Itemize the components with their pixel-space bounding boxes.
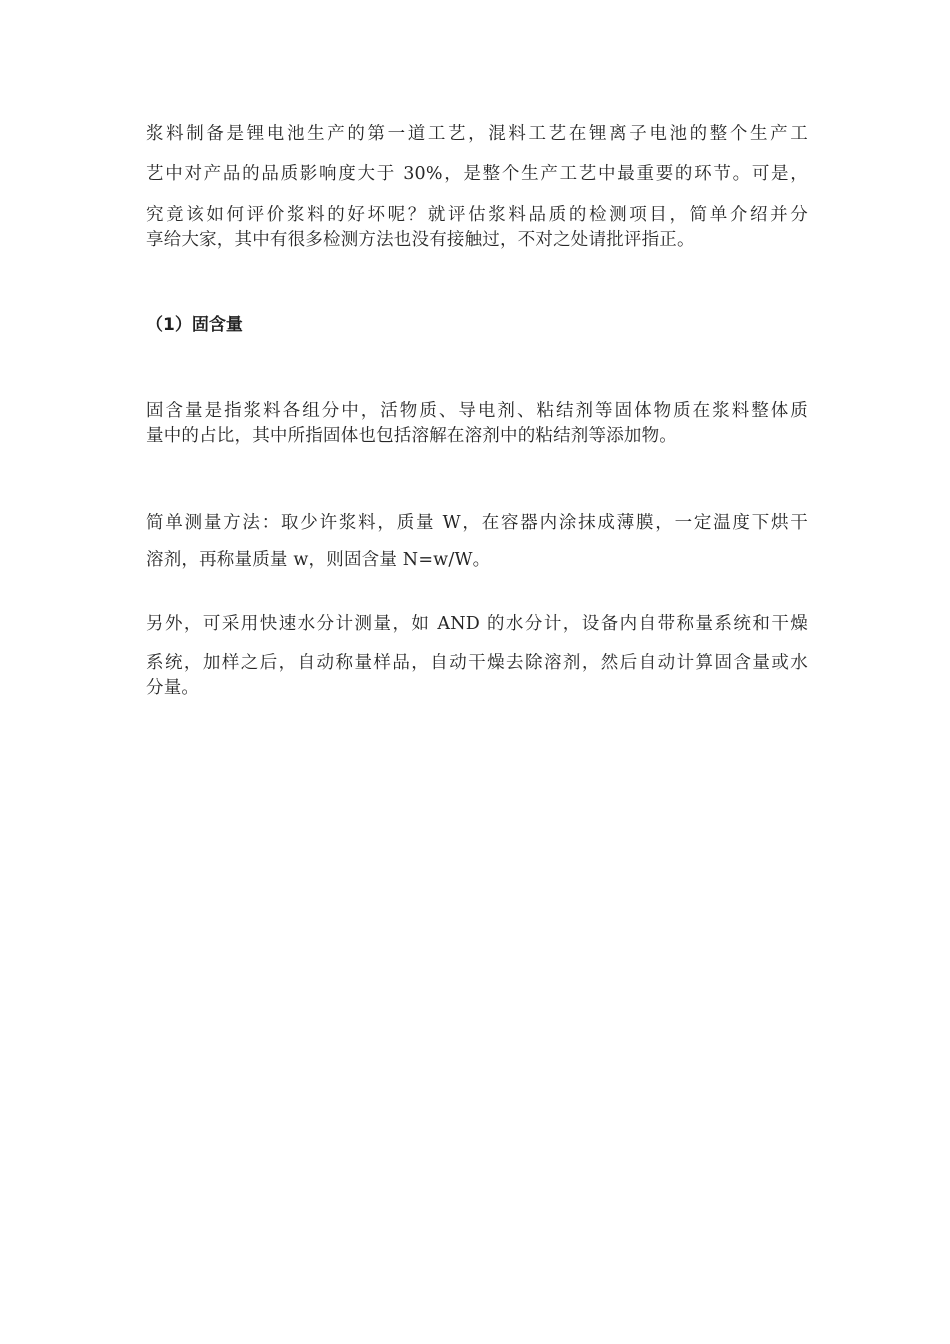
method-line-2: 溶剂，再称量质量 w，则固含量 N=w/W。 <box>146 550 491 570</box>
alternative-line-1: 另外，可采用快速水分计测量，如 AND 的水分计，设备内自带称量系统和干燥 <box>146 614 808 634</box>
method-line-1: 简单测量方法：取少许浆料，质量 W，在容器内涂抹成薄膜，一定温度下烘干 <box>146 513 808 533</box>
definition-line-1: 固含量是指浆料各组分中，活物质、导电剂、粘结剂等固体物质在浆料整体质 <box>146 401 808 421</box>
section-heading: （1）固含量 <box>146 315 243 335</box>
alternative-line-3: 分量。 <box>146 678 200 698</box>
intro-line-4: 享给大家，其中有很多检测方法也没有接触过，不对之处请批评指正。 <box>146 230 695 250</box>
intro-line-2: 艺中对产品的品质影响度大于 30%，是整个生产工艺中最重要的环节。可是， <box>146 164 808 184</box>
definition-line-2: 量中的占比，其中所指固体也包括溶解在溶剂中的粘结剂等添加物。 <box>146 426 677 446</box>
intro-line-3: 究竟该如何评价浆料的好坏呢？就评估浆料品质的检测项目，简单介绍并分 <box>146 205 808 225</box>
intro-line-1: 浆料制备是锂电池生产的第一道工艺，混料工艺在锂离子电池的整个生产工 <box>146 124 808 144</box>
alternative-line-2: 系统，加样之后，自动称量样品，自动干燥去除溶剂，然后自动计算固含量或水 <box>146 653 808 673</box>
